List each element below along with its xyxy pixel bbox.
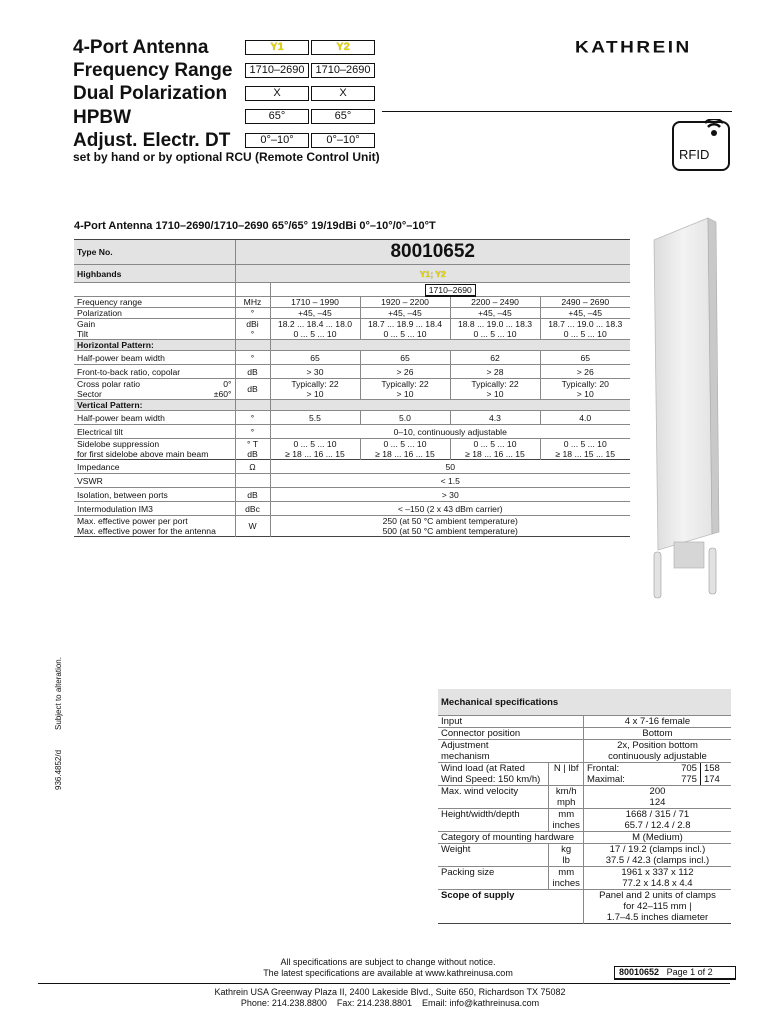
table-row: Category of mounting hardware M (Medium)	[438, 832, 731, 844]
header-y2-polarization: X	[311, 86, 375, 101]
table-row: Intermodulation IM3 dBc < –150 (2 x 43 dBm carrier)	[74, 502, 630, 516]
mech-title: Mechanical specifications	[438, 689, 731, 716]
footer-page-number: Page 1 of 2	[666, 967, 713, 977]
table-row: Electrical tilt ° 0–10, continuously adjustable	[74, 425, 630, 439]
header-label-hpbw: HPBW	[73, 107, 132, 128]
header-divider	[382, 111, 732, 112]
side-doc-code: 936.4852/dSubject to alteration.	[54, 657, 63, 790]
table-row: Impedance Ω 50	[74, 460, 630, 474]
rfid-label: RFID	[679, 147, 710, 162]
header-y1-port: Y1	[245, 40, 309, 55]
table-section: Horizontal Pattern:	[74, 340, 630, 351]
table-row: Frequency range MHz 1710 – 1990 1920 – 2200 2200 – 2490 2490 – 2690	[74, 297, 630, 308]
product-subtitle: 4-Port Antenna 1710–2690/1710–2690 65°/65° 19/19dBi 0°–10°/0°–10°T	[74, 220, 436, 232]
header-y1-polarization: X	[245, 86, 309, 101]
highbands-label: Highbands	[74, 265, 235, 283]
brand-logo: KATHREIN	[575, 38, 692, 57]
table-row: Max. wind velocity km/h mph 200 124	[438, 786, 731, 809]
header-y2-port: Y2	[311, 40, 375, 55]
table-row: Half-power beam width ° 65 65 62 65	[74, 351, 630, 365]
spec-table	[74, 239, 630, 537]
header-y2-frequency: 1710–2690	[311, 63, 375, 78]
footer-type-no: 80010652	[619, 967, 660, 977]
table-row: Weight kg lb 17 / 19.2 (clamps incl.) 37.5 / 42.3 (clamps incl.)	[438, 844, 731, 867]
table-row: Scope of supply Panel and 2 units of clamps for 42–115 mm | 1.7–4.5 inches diameter	[438, 890, 731, 924]
footer-page-box	[614, 966, 736, 980]
rfid-wave-icon	[696, 119, 726, 143]
header-note: set by hand or by optional RCU (Remote Control Unit)	[73, 150, 380, 164]
header-y1-frequency: 1710–2690	[245, 63, 309, 78]
header-label-ports: 4-Port Antenna	[73, 37, 209, 58]
type-no-label: Type No.	[74, 240, 235, 265]
table-row: Polarization ° +45, –45 +45, –45 +45, –45 +45, –45	[74, 308, 630, 319]
type-no-value: 80010652	[235, 240, 630, 265]
rfid-badge	[672, 121, 730, 171]
table-row: Max. effective power per port Max. effective power for the antenna W 250 (at 50 °C ambient temperature) 500 (at 50 °C ambient temperature)	[74, 516, 630, 537]
table-row: Height/width/depth mm inches 1668 / 315 / 71 65.7 / 12.4 / 2.8	[438, 809, 731, 832]
highbands-ports: Y1; Y2	[235, 265, 630, 283]
table-row: Packing size mm inches 1961 x 337 x 112 77.2 x 14.8 x 4.4	[438, 867, 731, 890]
footer-disclaimer: All specifications are subject to change without notice. The latest specifications are available at www.kathreinusa.com	[263, 957, 513, 978]
footer-address: Kathrein USA Greenway Plaza II, 2400 Lakeside Blvd., Suite 650, Richardson TX 75082 Phone: 214.238.8800 Fax: 214.238.8801 Email: info@kathreinusa.com	[214, 987, 566, 1008]
header-y1-hpbw: 65°	[245, 109, 309, 124]
table-section: Vertical Pattern:	[74, 400, 630, 411]
table-row: Front-to-back ratio, copolar dB > 30 > 26 > 28 > 26	[74, 365, 630, 379]
header-y1-tilt: 0°–10°	[245, 133, 309, 148]
table-row: Cross polar ratio 0° Sector ±60° dB Typically: 22 > 10 Typically: 22 > 10 Typically: 22 > 10 Typically: 20 > 10	[74, 379, 630, 400]
header-label-tilt: Adjust. Electr. DT	[73, 130, 231, 151]
table-row: Connector position Bottom	[438, 728, 731, 740]
table-row: VSWR < 1.5	[74, 474, 630, 488]
table-row: Sidelobe suppression for first sidelobe above main beam ° T dB 0 ... 5 ... 10 ≥ 18 ... 16 ... 15 0 ... 5 ... 10 ≥ 18 ... 16 ... 15 0 ... 5 ... 10 ≥ 18 ... 16 ... 15 0 ... 5 ... 10 ≥ 18 ... 15 ... 15	[74, 439, 630, 460]
header-y2-tilt: 0°–10°	[311, 133, 375, 148]
header-label-frequency: Frequency Range	[73, 60, 233, 81]
table-row: Half-power beam width ° 5.5 5.0 4.3 4.0	[74, 411, 630, 425]
table-row: Gain Tilt dBi ° 18.2 ... 18.4 ... 18.0 0 ... 5 ... 10 18.7 ... 18.9 ... 18.4 0 ... 5 ... 10 18.8 ... 19.0 ... 18.3 0 ... 5 ... 10 18.7 ... 19.0 ... 18.3 0 ... 5 ... 10	[74, 319, 630, 340]
footer-rule	[38, 983, 730, 984]
header-label-polarization: Dual Polarization	[73, 83, 228, 104]
table-row: Isolation, between ports dB > 30	[74, 488, 630, 502]
mechanical-spec-table	[438, 689, 731, 924]
header-y2-hpbw: 65°	[311, 109, 375, 124]
antenna-product-image	[646, 212, 724, 612]
table-row: Input 4 x 7-16 female	[438, 716, 731, 728]
table-row: Wind load (at Rated Wind Speed: 150 km/h) N | lbf Frontal: 705 158 Maximal: 775 174	[438, 763, 731, 786]
highbands-range: 1710–2690	[425, 284, 476, 297]
table-row: Adjustment mechanism 2x, Position bottom continuously adjustable	[438, 740, 731, 763]
